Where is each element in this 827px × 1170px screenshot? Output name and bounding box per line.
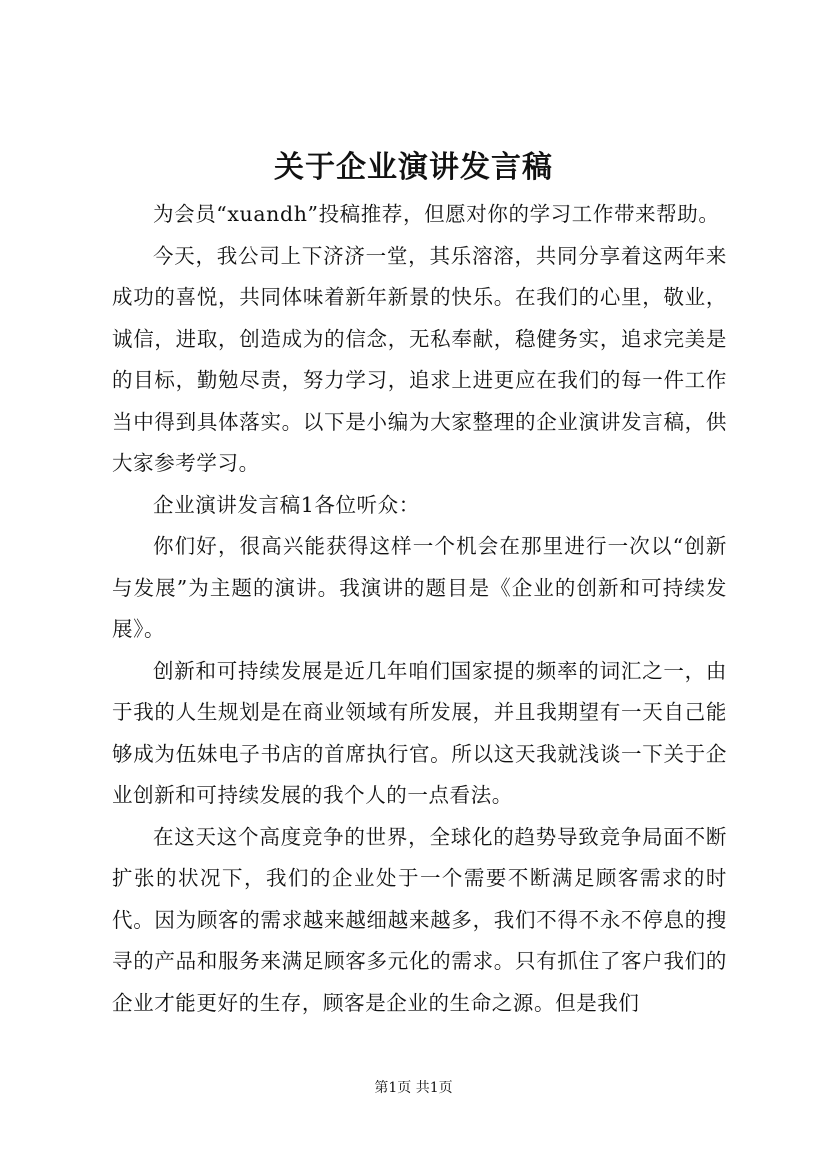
paragraph: 创新和可持续发展是近几年咱们国家提的频率的词汇之一，由于我的人生规划是在商业领域有所发展，并且我期望有一天自己能够成为伍妹电子书店的首席执行官。所以这天我就浅谈一下关于企业创新和可持续发展的我个人的一点看法。	[112, 658, 727, 807]
page-number-footer: 第1页 共1页	[374, 1080, 453, 1096]
document-body	[112, 194, 727, 1024]
paragraph: 你们好，很高兴能获得这样一个机会在那里进行一次以“创新与发展”为主题的演讲。我演讲的题目是《企业的创新和可持续发展》。	[112, 534, 727, 641]
paragraph: 为会员“xuandh”投稿推荐，但愿对你的学习工作带来帮助。	[153, 202, 720, 226]
paragraph: 在这天这个高度竞争的世界，全球化的趋势导致竞争局面不断扩张的状况下，我们的企业处于一个需要不断满足顾客需求的时代。因为顾客的需求越来越细越来越多，我们不得不永不停息的搜寻的产品和服务来满足顾客多元化的需求。只有抓住了客户我们的企业才能更好的生存，顾客是企业的生命之源。但是我们	[112, 824, 727, 1015]
paragraph: 今天，我公司上下济济一堂，其乐溶溶，共同分享着这两年来成功的喜悦，共同体味着新年新景的快乐。在我们的心里，敬业，诚信，进取，创造成为的信念，无私奉献，稳健务实，追求完美是的目标，勤勉尽责，努力学习，追求上进更应在我们的每一件工作当中得到具体落实。以下是小编为大家整理的企业演讲发言稿，供大家参考学习。	[112, 243, 727, 475]
document-title: 关于企业演讲发言稿	[274, 150, 553, 185]
paragraph: 企业演讲发言稿1各位听众：	[153, 492, 420, 517]
